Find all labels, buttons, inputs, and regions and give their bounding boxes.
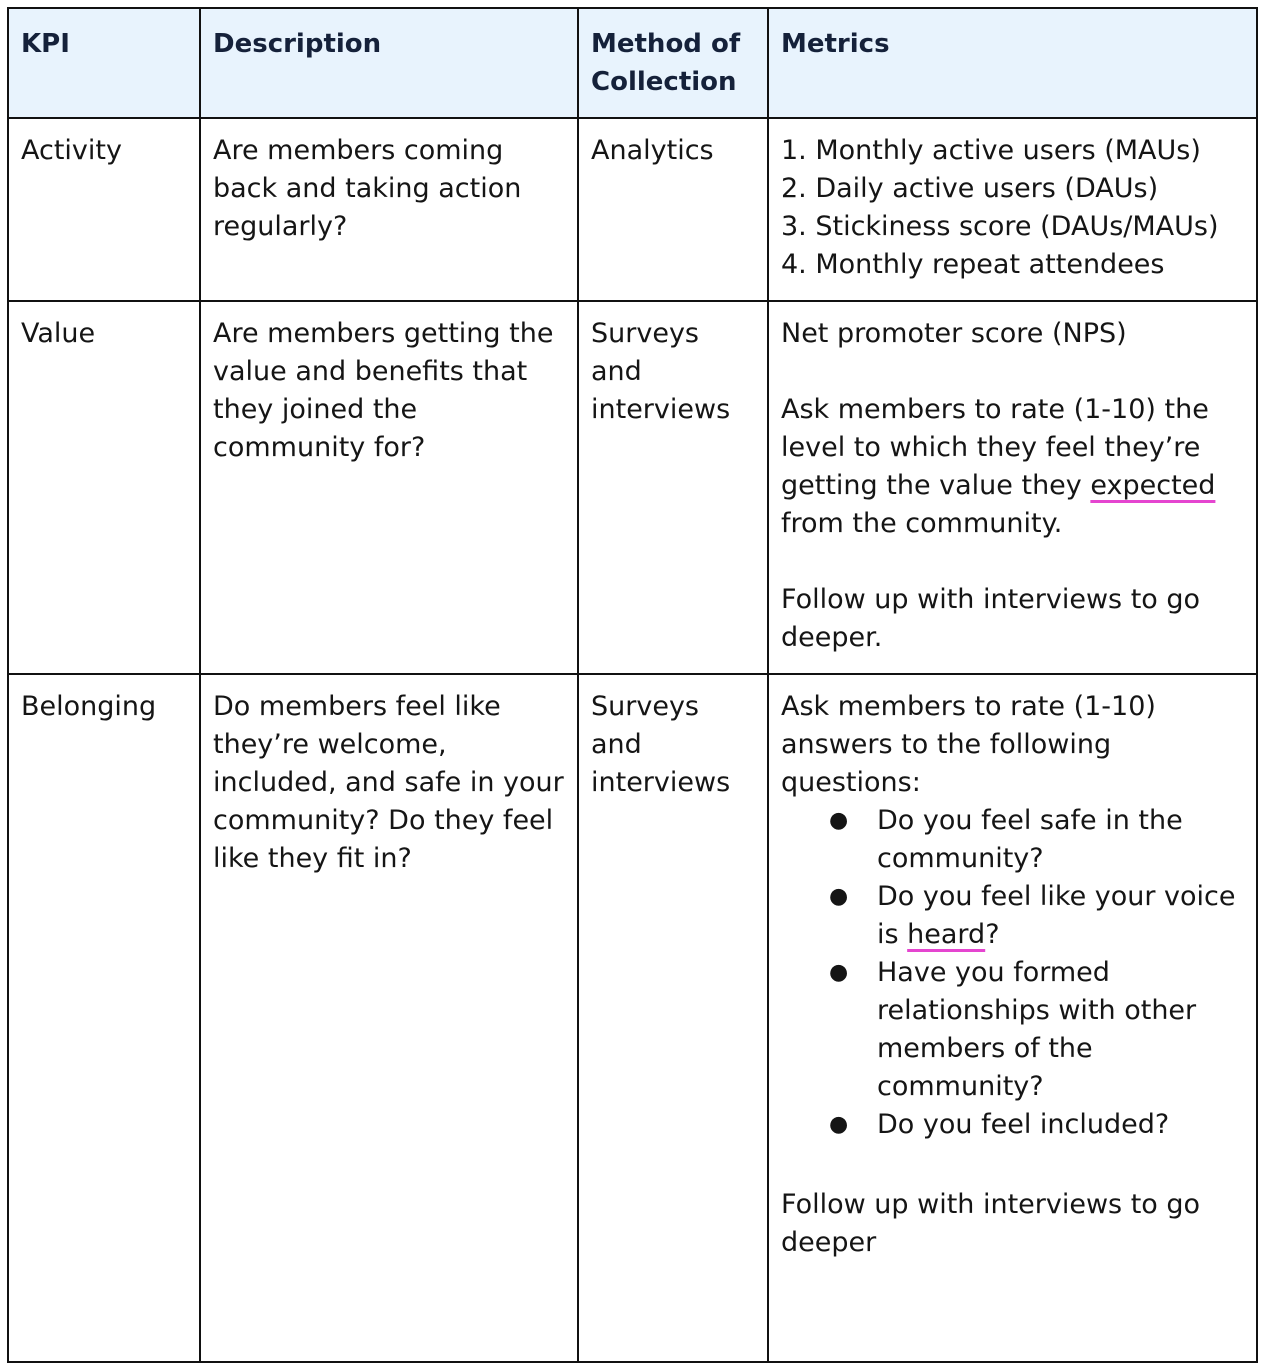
metric-followup: Follow up with interviews to go deeper <box>781 1189 1201 1258</box>
cell-kpi: Belonging <box>8 674 200 1362</box>
bullet-icon: ● <box>829 884 849 909</box>
cell-method: Surveys and interviews <box>578 301 768 674</box>
kpi-table <box>7 7 1258 1363</box>
list-item: ● Do you feel included? <box>781 1106 1244 1144</box>
question-list <box>781 802 1244 1144</box>
cell-method: Analytics <box>578 118 768 301</box>
table-row-activity <box>8 118 1257 301</box>
header-row <box>8 8 1257 118</box>
cell-metrics <box>768 674 1257 1362</box>
cell-description: Are members getting the value and benefits that they joined the community for? <box>200 301 578 674</box>
cell-metrics <box>768 118 1257 301</box>
list-item: ● Have you formed relationships with other members of the community? <box>781 954 1244 1106</box>
metric-item: 3. Stickiness score (DAUs/MAUs) <box>781 211 1219 242</box>
cell-method: Surveys and interviews <box>578 674 768 1362</box>
metric-intro: Ask members to rate (1-10) answers to the following questions: <box>781 691 1156 798</box>
cell-description: Are members coming back and taking action regularly? <box>200 118 578 301</box>
metric-paragraph: Ask members to rate (1-10) the level to which they feel they’re getting the value they expected from the community. <box>781 394 1216 539</box>
spellcheck-underline[interactable]: heard <box>907 919 986 950</box>
header-kpi: KPI <box>8 8 200 118</box>
header-description: Description <box>200 8 578 118</box>
metric-followup: Follow up with interviews to go deeper. <box>781 584 1201 653</box>
table-row-belonging <box>8 674 1257 1362</box>
bullet-icon: ● <box>829 1112 849 1137</box>
table-row-value <box>8 301 1257 674</box>
metric-title: Net promoter score (NPS) <box>781 318 1127 349</box>
cell-metrics <box>768 301 1257 674</box>
metric-item: 1. Monthly active users (MAUs) <box>781 135 1201 166</box>
header-method: Method of Collection <box>578 8 768 118</box>
cell-kpi: Activity <box>8 118 200 301</box>
spellcheck-underline[interactable]: expected <box>1090 470 1216 501</box>
list-item: ● Do you feel safe in the community? <box>781 802 1244 878</box>
header-metrics: Metrics <box>768 8 1257 118</box>
metric-item: 2. Daily active users (DAUs) <box>781 173 1159 204</box>
cell-description: Do members feel like they’re welcome, included, and safe in your community? Do they feel like they fit in? <box>200 674 578 1362</box>
list-item: ● Do you feel like your voice is heard? <box>781 878 1244 954</box>
cell-kpi: Value <box>8 301 200 674</box>
bullet-icon: ● <box>829 960 849 985</box>
bullet-icon: ● <box>829 808 849 833</box>
metric-item: 4. Monthly repeat attendees <box>781 249 1165 280</box>
